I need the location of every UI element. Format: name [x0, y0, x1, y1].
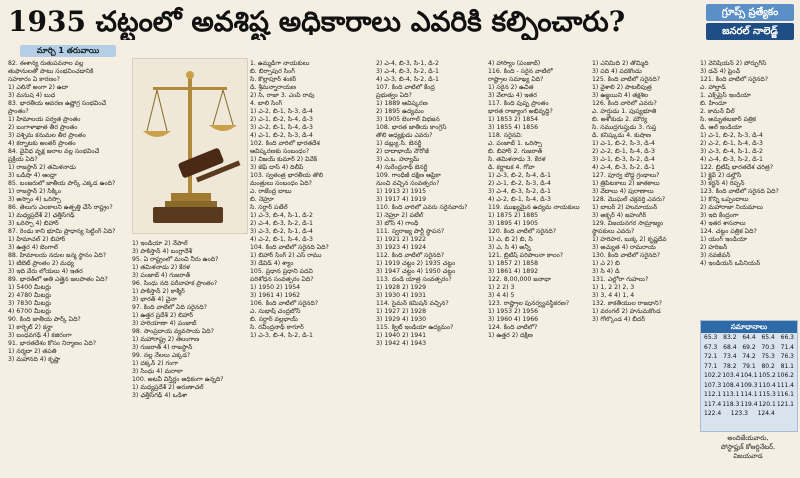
group-badge: గ్రూప్స్ ప్రత్యేకం — [706, 4, 794, 21]
answer-cell: 117.4 — [704, 400, 722, 408]
text-line: 2) ఎ-1, బి-2, సి-4, డి-3 — [250, 116, 313, 123]
text-line: 91. భారతదేశం కోసం నిర్మాణం ఏది? — [8, 340, 97, 347]
text-line: 2) హరిజన్ — [700, 244, 728, 251]
text-line: 4) ఇతర శాసనాలు — [700, 220, 746, 227]
text-line: 102. కింది వారిలో భారతదేశ — [250, 140, 320, 147]
continuation-tag: మార్చి 1 తరువాయి — [20, 45, 116, 57]
text-line: 86. తెలుగు ఎలకాలని ఉత్పత్తి చేసే రాష్ట్రం? — [8, 204, 113, 211]
text-column-5 — [592, 60, 694, 472]
text-line: 3) గుజరాత్ 4) రాజస్థాన్ — [132, 344, 193, 351]
text-line: 1) రాజస్థాన్ 2) తమిళనాడు — [8, 164, 76, 171]
answer-cell: 64.4 — [742, 334, 756, 341]
text-line: 3) హరియాణా 4) పంజాబ్ — [132, 320, 197, 327]
text-line: 1) కొన్ని ఒప్పందాలు — [700, 196, 749, 203]
text-line: 3) 1961 4) 1962 — [250, 292, 301, 299]
text-line: 128. మొఘల్ చక్రవర్తి ఎవరు? — [592, 196, 666, 203]
text-line: డి. కర్ణాటక 4. గోవా — [488, 164, 535, 171]
text-line: 4) సురేంద్రనాథ్ బెనర్జీ — [376, 164, 428, 171]
answer-cell: 110.4 — [758, 381, 776, 389]
text-line: 3) అచ్యుత 4) రామరాయ — [592, 244, 656, 251]
text-line: 130. కింది వాటిలో సరైనది? — [592, 252, 661, 259]
text-line: ఎ. రాజేంద్ర బాబు — [250, 188, 292, 195]
text-line: 3) వేలాడు 4) ఇతర — [488, 92, 537, 99]
section-badges — [706, 4, 794, 42]
text-line: బి. అశోకుడు 2. మౌర్య — [592, 116, 648, 123]
justice-scales-photo — [132, 58, 248, 234]
answer-cell: 65.3 — [704, 334, 718, 341]
text-line: 1) ఇండియా 2) నేపాల్ — [132, 240, 188, 247]
text-line: 3) అక్బర్ 4) జహంగీర్ — [592, 212, 647, 219]
text-line: 1) ఎ-3, బి-4, సి-1, డి-2 — [250, 212, 313, 219]
text-line: 118. సరైనవి: — [488, 132, 523, 139]
answer-cell: 79.1 — [742, 362, 756, 370]
text-line: 4) కర్నాటకు అంతర్ ప్రాంతం — [8, 140, 76, 147]
text-line: 3) 4 4) 5 — [488, 292, 515, 299]
text-line: 2) సి, రాజా 3. ఎంపి రావు — [250, 92, 315, 99]
text-line: 121. బ్రిటిష్ పరిపాలనా కాలం? — [488, 252, 564, 259]
text-line: తుఫానులతో పాటు సంభవించడానికి — [8, 68, 94, 75]
text-line: సి. సర్దార్ పటేల్ — [250, 204, 288, 211]
answer-cell: 121.1 — [776, 400, 794, 408]
text-line: 1) ఎ 2) బి — [592, 260, 620, 267]
text-line: 4) హాస్యాం (పంజాబ్) — [488, 60, 541, 67]
text-line: 2) ఎ-2, బి-1, సి-4, డి-3 — [592, 148, 655, 155]
text-line: 3) పది 4) పదకొండు — [592, 68, 642, 75]
text-line: 1) పాకిస్తాన్ 2) కాశ్మీర్ — [132, 288, 185, 295]
text-column-2 — [250, 60, 372, 472]
text-line: 1) ఎ-2, బి-1, సి-3, డి-4 — [250, 108, 313, 115]
text-line: 126. కింది వారిలో ఎవరు? — [592, 100, 657, 107]
answer-cell: 108.4 — [722, 381, 740, 389]
text-line: 99. నల్ల నేలలు ఎక్కడ? — [132, 352, 191, 359]
text-line: డి. ఆల్ ఇండియా — [700, 124, 742, 131]
text-line: 115. క్విట్ ఇండియా ఉద్యమం? — [376, 324, 454, 331]
answer-cell: 78.2 — [723, 362, 737, 370]
answer-cell: 75.3 — [761, 353, 775, 360]
text-line: 2) మహారాజా నియమాలు — [700, 204, 763, 211]
text-line: 121. కింది వాటిలో సరైనది? — [700, 76, 769, 83]
text-line: బి. సర్దార్ వల్లభాయ్ — [250, 316, 298, 323]
text-line: 1) ఎ-3, బి-4, సి-2, డి-1 — [250, 332, 313, 339]
text-line: 117. కింది పుష్ప ప్రాంతం — [488, 100, 549, 107]
text-line: బి. నెహ్రూ — [250, 196, 274, 203]
text-line: నుంచి వచ్చిన సంవత్సరం? — [376, 180, 440, 187]
text-line: 82. ఈశాన్య రుతుపవనాల వల్ల — [8, 60, 84, 67]
text-line: 1) యంగ్ ఇండియా — [700, 236, 747, 243]
text-line: 83. భారతీయ ఆవరణ ఉష్ణోగ్ర సంభవించే — [8, 100, 107, 107]
text-line: 3) బోస్ 4) గాంధీ — [376, 220, 419, 227]
text-line: 1) ఉత్తర ప్రదేశ్ 2) బిహార్ — [132, 312, 193, 319]
answer-cell: 123.3 — [730, 410, 748, 417]
answer-cell: 122.4 — [704, 410, 722, 417]
text-line: తొలి అధ్యక్షుడు ఎవరు? — [376, 132, 433, 139]
text-line: 1) 1928 2) 1929 — [376, 284, 427, 291]
answer-cell: 118.3 — [722, 400, 740, 408]
text-line: 1) త్రిపిటకాలు 2) జాతకాలు — [592, 180, 660, 187]
answer-cell: 109.3 — [740, 381, 758, 389]
answer-row — [701, 371, 797, 381]
text-line: 3) 1855 4) 1856 — [488, 124, 539, 131]
text-line: 1) రాజస్థాన్ 2) సిక్కిం — [8, 188, 61, 195]
text-line: 3) పశ్చిమ కనుమల తీర ప్రాంతం — [8, 132, 86, 139]
text-line: 1) టిబెట్ ప్రాంతం 2) మధ్య — [8, 260, 74, 267]
text-line: 103. స్వతంత్ర భారతీయ తొలి — [250, 172, 324, 179]
text-column-3 — [376, 60, 486, 472]
text-line: 124. కింది వాటిలో? — [488, 324, 538, 331]
text-line: 3) పాకిస్తాన్ 4) బంగ్లాదేశ్ — [132, 248, 193, 255]
text-line: 1) మధ్యప్రదేశ్ 2) ఛత్తీస్‌గఢ్ — [8, 212, 75, 219]
text-line: 3) మనుష 4) బుధ — [8, 92, 56, 99]
text-line: 3) డచ్ 4) ఫ్రెంచ్ — [700, 68, 741, 75]
text-line: 2) 4780 మీటర్లు — [8, 292, 52, 299]
text-line: బి. బిర్సాపుర సింగ్ — [250, 68, 295, 75]
text-line: ఎ. హాల్తాడ్ — [700, 84, 726, 91]
text-line: సి. కొల్లాపూర్ శంకర్ — [250, 76, 297, 83]
text-line: 106. కింది వాటిలో సరైనది? — [250, 300, 319, 307]
text-line: 96. సింధు నది పరీవాహక ప్రాంతం? — [132, 280, 218, 287]
footer-line: విజయవాడ — [733, 452, 763, 460]
text-line: 111. స్వరాజ్య పార్టీ స్థాపన? — [376, 228, 445, 235]
text-line: 1) 1953 2) 1956 — [488, 308, 539, 315]
text-line: 1) 1889 ఆవిష్కరణ — [376, 100, 428, 107]
text-line: 88. హిమాలయ నదుల జన్మ స్థానం ఏది? — [8, 252, 107, 259]
text-line: 120. కింది వాటిలో సరైనది? — [488, 228, 557, 235]
answer-cell: 106.2 — [776, 372, 794, 379]
text-line: డి. శ్రీమన్నారాయణ — [250, 84, 297, 91]
text-line: 84. వైవిధ వృక్ష జలాల వల్ల సంభవించే — [8, 148, 100, 155]
text-line: 3) నవజీవన్ — [700, 252, 731, 259]
answer-cell: 115.3 — [758, 391, 776, 398]
text-line: 3) 3, 4 4) 1, 4 — [592, 292, 635, 299]
text-line: 3) పంజాబ్ 4) గుజరాత్ — [132, 272, 191, 279]
text-line: 3) 7830 మీటర్లు — [8, 300, 52, 307]
answer-cell: 102.2 — [704, 372, 722, 379]
answer-cell: 112.1 — [704, 391, 722, 398]
text-line: 1) 1857 2) 1858 — [488, 260, 539, 267]
text-line: బి. బిహార్ 2. గుజరాత్ — [488, 148, 543, 155]
text-line: ఎ. సుభాష్ చంద్రబోస్ — [250, 308, 301, 315]
text-line: 3) ఎ-3, బి-2, సి-1, డి-4 — [250, 228, 313, 235]
text-line: 1) ఎ-1, బి-2, సి-3, డి-4 — [700, 132, 763, 139]
text-line: 113. దండి యాత్ర సంవత్సరం? — [376, 276, 452, 283]
text-line: 1) ఉత్తర 2) దక్షిణ — [488, 332, 533, 339]
text-line: 4) ఎ-3, బి-4, సి-2, డి-1 — [376, 76, 439, 83]
text-line: 1) కార్బెట్ 2) కన్హా — [8, 324, 53, 331]
text-line: 3) ఎ, సి 4) అన్నీ — [488, 244, 531, 251]
text-line: 1) సరైన 2) ఉచిత — [488, 84, 534, 91]
text-line: సహకారం ఏ కారణం? — [8, 76, 60, 83]
text-line: 1) ఎ, బి 2) బి, సి — [488, 236, 533, 243]
answer-cell: 120.1 — [758, 400, 776, 408]
text-line: 119. ముఖ్యమైన ఉద్యమ నాయకులు — [488, 204, 580, 211]
answer-row — [701, 333, 797, 343]
answer-row — [701, 343, 797, 353]
answer-cell: 72.1 — [704, 353, 718, 360]
answer-cell: 80.2 — [761, 362, 775, 370]
text-line: 110. కింది వారిలో ఎవరు సరైనవారు? — [376, 204, 468, 211]
text-line: 114. సైమన్ కమిషన్ వచ్చిన? — [376, 300, 449, 307]
text-line: 3) కర్జన్ 4) రిప్పన్ — [700, 180, 745, 187]
text-line: 3) 1960 4) 1966 — [488, 316, 539, 323]
answers-title: సమాధానాలు — [701, 321, 797, 333]
text-line: 131. ఎల్లోరా గుహలు? — [592, 276, 649, 283]
text-line: 1) 1919 చట్టం 2) 1935 చట్టం — [376, 260, 456, 267]
text-line: 1) 1921 2) 1922 — [376, 236, 427, 243]
text-line: ప్రభుత్వం ఏది? — [376, 92, 412, 99]
text-line: 3) ఎ-1, బి-3, సి-2, డి-4 — [592, 156, 655, 163]
text-line: 1) వైశాలి 2) పాటలీపుత్ర — [592, 84, 652, 91]
answer-cell: 77.1 — [704, 362, 718, 370]
text-line: 132. కాకతీయుల రాజధాని? — [592, 300, 662, 307]
scales-and-gavel-icon — [133, 59, 247, 233]
text-column-6 — [700, 60, 796, 330]
answer-row — [701, 400, 797, 410]
text-line: 1) వెనిషియన్ 2) పోర్చుగీస్ — [700, 60, 767, 67]
text-line: 3) ఇది కేంద్రంగా — [700, 212, 739, 219]
text-line: 123. రాష్ట్రాల పునర్వ్యవస్థీకరణ? — [488, 300, 570, 307]
answer-cell: 107.3 — [704, 381, 722, 389]
text-line: 1) హిమాలయ పర్వత ప్రాంతం — [8, 116, 81, 123]
text-line: 2) దాదాభాయ్ నౌరోజీ — [376, 148, 429, 155]
answer-row — [701, 409, 797, 419]
text-line: ప్రక్రియ ఏది? — [8, 156, 38, 163]
answer-row — [701, 381, 797, 391]
text-line: 4) ఎ-2, బి-1, సి-4, డి-3 — [250, 236, 313, 243]
text-line: సి. రవీంద్రనాథ్ ఠాగూర్ — [250, 324, 304, 331]
answer-row — [701, 352, 797, 362]
text-line: 107. కింది వాటిలో కేంద్ర — [376, 84, 435, 91]
text-column-4 — [488, 60, 590, 472]
text-line: 127. పూర్వ బౌద్ధ గ్రంథాలు? — [592, 172, 660, 179]
text-line: 124. చట్టం పత్రిక ఏది? — [700, 228, 757, 235]
answer-cell: 105.2 — [758, 372, 776, 379]
text-line: 3) 1929 4) 1930 — [376, 316, 427, 323]
text-column-1 — [8, 60, 124, 472]
text-line: మంత్రులు సంబంధం ఏది? — [250, 180, 312, 187]
text-line: ఎ. పంజాబ్ 1. ఒరిస్సా — [488, 140, 543, 147]
text-line: 122. 8,00,000 జనాభా — [488, 276, 551, 283]
text-line: 1. ఉమ్మడిగా నాయకులు — [250, 60, 310, 67]
text-line: 1) 1, 2 2) 2, 3 — [592, 284, 635, 291]
text-line: 3) ఎ.ఒ. హ్యూమ్ — [376, 156, 420, 163]
text-line: 3) ఒడిషా 4) ఆంధ్రా — [8, 172, 57, 179]
text-line: 97. కింది వాటిలో ఏది సరైనది? — [132, 304, 207, 311]
text-line: 4) ఎ-4, బి-3, సి-2, డి-1 — [592, 164, 655, 171]
text-line: 1) ఎ-1, బి-2, సి-3, డి-4 — [592, 140, 655, 147]
text-line: బి. హిందూ — [700, 100, 727, 107]
footer-line: పోస్టాఫ్లుక్ కోఆర్డినేటర్, — [720, 443, 776, 451]
answer-cell: 76.3 — [780, 353, 794, 360]
text-line: 2) ఎ-1, బి-2, సి-3, డి-4 — [488, 180, 551, 187]
text-line: 3) జెఫ్ దాస్ 4) దిలీప్ — [250, 164, 304, 171]
text-line: 2) ఎ-2, బి-1, సి-4, డి-3 — [700, 140, 763, 147]
text-line: 3) ఉజ్జయిని 4) తక్షశిల — [592, 92, 649, 99]
text-line: స్థాపకులు ఎవరు? — [592, 228, 635, 235]
text-line: 3) ఉత్తర 4) బెంగాల్ — [8, 244, 58, 251]
text-line: 1) డబ్ల్యు.సి. బెనర్జీ — [376, 140, 422, 147]
text-line: 1) విజయ్ కుమార్ 2) వివేక్ — [250, 156, 318, 163]
text-line: 122. బ్రిటిష్ భారతదేశ చరిత్ర? — [700, 164, 773, 171]
text-line: 1) 2 2) 3 — [488, 284, 515, 291]
text-line: 3) 1930 4) 1931 — [376, 292, 427, 299]
text-line: 1) మహారాష్ట్ర 2) తెలంగాణ — [132, 336, 200, 343]
text-line: 2) 1895 ఉద్యమం — [376, 108, 424, 115]
text-line: 3) ఒరిస్సా 4) బిహార్ — [8, 220, 59, 227]
text-line: 2) బంగాళాఖాత తీర ప్రాంతం — [8, 124, 78, 131]
text-line: 1) హరిహర, బుక్క 2) కృష్ణదేవ — [592, 236, 667, 243]
text-line: 1) తమిళనాడు 2) కేరళ — [132, 264, 190, 271]
text-line: 109. గాంధీజీ దక్షిణ ఆఫ్రికా — [376, 172, 441, 179]
text-line: 3) ఎ-3, బి-4, సి-1, డి-2 — [700, 148, 763, 155]
text-line: 1) మధ్యప్రదేశ్ 2) అరుణాచల్ — [132, 384, 204, 391]
text-line: 95. ఏ రాష్ట్రంలో మంచి నీరు ఉంది? — [132, 256, 219, 263]
answer-cell: 103.4 — [722, 372, 740, 379]
text-line: 1) క్లైవ్ 2) డల్హౌసీ — [700, 172, 742, 179]
answer-cell: 74.2 — [742, 353, 756, 360]
answer-cell: 119.4 — [740, 400, 758, 408]
text-line: సి. అమృతబజార్ పత్రిక — [700, 116, 757, 123]
text-line: 1) 1853 2) 1854 — [488, 116, 539, 123]
text-line: ప్రాంతం? — [8, 108, 29, 115]
text-line: 112. కింది వాటిలో సరైనది? — [376, 252, 445, 259]
text-line: 3) సి 4) డి — [592, 268, 620, 275]
text-line: 1) హిమాచల్ 2) బిహార్ — [8, 236, 66, 243]
text-line: 123. కింది వాటిలో సరైనది ఏది? — [700, 188, 779, 195]
answer-cell: 113.1 — [722, 391, 740, 398]
text-line: 129. విజయనగర సామ్రాజ్యం — [592, 220, 664, 227]
answer-row — [701, 362, 797, 372]
answer-cell: 116.1 — [776, 391, 794, 398]
text-line: 2. కామన్ వీల్ — [700, 108, 735, 115]
text-line: 3) భారత్ 4) చైనా — [132, 296, 177, 303]
footer-line: అందిజేయవారు, — [727, 434, 769, 442]
text-line: 3) ఇది వేరు లోయలు 4) ఇతర — [8, 268, 83, 275]
answer-cell: 67.3 — [704, 343, 718, 351]
text-line: 1) ఎలినో అంగా 2) ఉదా — [8, 84, 69, 91]
text-line: 2) ఎ-4, బి-3, సి-2, డి-1 — [250, 220, 313, 227]
answer-cell: 71.4 — [780, 343, 794, 351]
text-line: 3) 1861 4) 1892 — [488, 268, 539, 275]
text-line: ఆవిష్కరణకు సంబంధం? — [250, 148, 310, 155]
text-line: 3) 1917 4) 1919 — [376, 196, 427, 203]
text-line: 1) 1927 2) 1928 — [376, 308, 427, 315]
text-line: 1) 5400 మీటర్లు — [8, 284, 52, 291]
answer-cell: 114.1 — [740, 391, 758, 398]
text-line: 3) సింధు 4) మరాఠా — [132, 368, 183, 375]
text-line: 4) 6700 మీటర్లు — [8, 308, 52, 315]
text-line: 4) ఎ-4, బి-3, సి-2, డి-1 — [700, 156, 763, 163]
footer-credit — [700, 434, 796, 461]
text-column-1b — [132, 240, 242, 472]
headline: 1935 చట్టంలో అవశిష్ట అధికారాలు ఎవరికి కల్పించారు? — [8, 5, 626, 38]
text-line: 87. రెండు కాని భూమి ప్రాధాన్య సెట్టింగ్ ఏది? — [8, 228, 116, 235]
text-line: 4) ఇండియన్ ఒపీనియన్ — [700, 260, 761, 267]
answer-cell: 69.2 — [742, 343, 756, 351]
answer-row — [701, 390, 797, 400]
text-line: 1) 1913 2) 1915 — [376, 188, 427, 195]
text-line: సి. తమిళనాడు 3. కేరళ — [488, 156, 546, 163]
text-line: 3) వేదాలు 4) పురాణాలు — [592, 188, 654, 195]
text-line: 85. బంజరులో జాతీయ పార్క్ ఎక్కడ ఉంది? — [8, 180, 116, 187]
text-line: 3) ఎ-4, బి-3, సి-2, డి-1 — [488, 188, 551, 195]
text-line: 108. భారత జాతీయ కాంగ్రెస్ — [376, 124, 447, 131]
text-line: 116. కింది - సరైన వాటిలో — [488, 68, 553, 75]
text-line: 1) దక్కన్ 2) గంగా — [132, 360, 178, 367]
text-line: 89. భారత్‌లో అతి ఎత్తైన జలపాతం ఏది? — [8, 276, 108, 283]
text-line: భారత రాజ్యాంగ అభివృద్ధి? — [488, 108, 553, 115]
text-line: 3) డేవిడ్ 4) శ్యాం — [250, 260, 294, 267]
text-line: 1) నెహ్రూ 2) పటేల్ — [376, 212, 424, 219]
text-line: 4) ఎ-1, బి-2, సి-3, డి-4 — [250, 132, 313, 139]
text-line: 3) గోల్కొండ 4) బీదర్ — [592, 316, 646, 323]
answer-cell: 65.4 — [761, 334, 775, 341]
text-line: 1) ఎ-3, బి-2, సి-4, డి-1 — [488, 172, 551, 179]
text-line: 1) బిహార్ సింగ్ 2) ఎస్ రాము — [250, 252, 322, 259]
text-line: 4) ఎ-2, బి-1, సి-4, డి-3 — [488, 196, 551, 203]
answer-cell: 81.1 — [780, 362, 794, 370]
text-line: 1) 1950 2) 1954 — [250, 284, 301, 291]
answer-cell: 83.2 — [723, 334, 737, 341]
answer-cell: 104.1 — [740, 372, 758, 379]
answer-cell: 124.4 — [757, 410, 775, 417]
text-line: సి. సముద్రగుప్తుడు 3. గుప్త — [592, 124, 657, 131]
text-line: 1) నర్మదా 2) తపతి — [8, 348, 57, 355]
text-line: 90. కింది జాతీయ పార్క్ ఏది? — [8, 316, 81, 323]
text-line: 1. ఎక్స్‌ప్రెస్ ఇండియా — [700, 92, 751, 99]
text-line: 3) ఎ-4, బి-3, సి-2, డి-1 — [376, 68, 439, 75]
text-line: రాష్ట్రాల సమాఖ్య ఏది? — [488, 76, 544, 83]
text-line: పరిశోధన సంవత్సరం ఏది? — [250, 276, 314, 283]
text-line: ఎ. హర్షుడు 1. పుష్యభూతి — [592, 108, 657, 115]
answers-table — [700, 320, 798, 432]
text-line: 104. కింది వాటిలో సరైనది ఏది? — [250, 244, 329, 251]
text-line: 125. కింది వాటిలో సరైనది? — [592, 76, 661, 83]
text-line: 3) 1947 చట్టం 4) 1950 చట్టం — [376, 268, 456, 275]
text-line: 3) మహానది 4) కృష్ణా — [8, 356, 61, 363]
text-line: 3) 1942 4) 1943 — [376, 340, 427, 347]
answer-cell: 68.4 — [723, 343, 737, 351]
answer-cell: 73.4 — [723, 353, 737, 360]
text-line: 98. సాంప్రదాయ వ్యవసాయ ఏది? — [132, 328, 214, 335]
text-line: 3) ఛత్తీస్‌గఢ్ 4) ఒడిశా — [132, 392, 188, 399]
text-line: 105. ప్రధాన ప్రధాని పదవి — [250, 268, 313, 275]
text-line: 3) ఎ-2, బి-1, సి-4, డి-3 — [250, 124, 313, 131]
text-line: 1) 1875 2) 1885 — [488, 212, 539, 219]
text-line: 1) ఎనిమిది 2) తొమ్మిది — [592, 60, 649, 67]
category-badge: జనరల్ నాలెడ్జ్ — [706, 23, 794, 40]
answer-cell: 66.3 — [780, 334, 794, 341]
answers-rows — [701, 333, 797, 419]
text-line: 2) ఎ-4, బి-3, సి-1, డి-2 — [376, 60, 439, 67]
text-line: 1) 1940 2) 1941 — [376, 332, 427, 339]
text-line: డి. కనిష్కుడు 4. కుషాణ — [592, 132, 651, 139]
text-line: 1) వరంగల్ 2) హనుమకొండ — [592, 308, 661, 315]
answer-cell: 70.3 — [761, 343, 775, 351]
text-line: 3) 1923 4) 1924 — [376, 244, 427, 251]
text-line: 100. అటవీ విస్తీర్ణం అధికంగా ఉన్నది? — [132, 376, 224, 383]
text-line: 3) 1895 4) 1905 — [488, 220, 539, 227]
text-line: 3) బంధవగఢ్ 4) కజిరంగా — [8, 332, 72, 339]
answer-cell: 111.4 — [776, 381, 794, 389]
text-line: 3) 1905 బెంగాల్ విభజన — [376, 116, 440, 123]
text-line: 1) బాబర్ 2) హుమాయున్ — [592, 204, 658, 211]
text-line: 4. బాలి సింగ్ — [250, 100, 283, 107]
text-line: 3) అస్సాం 4) ఒరిస్సా — [8, 196, 61, 203]
